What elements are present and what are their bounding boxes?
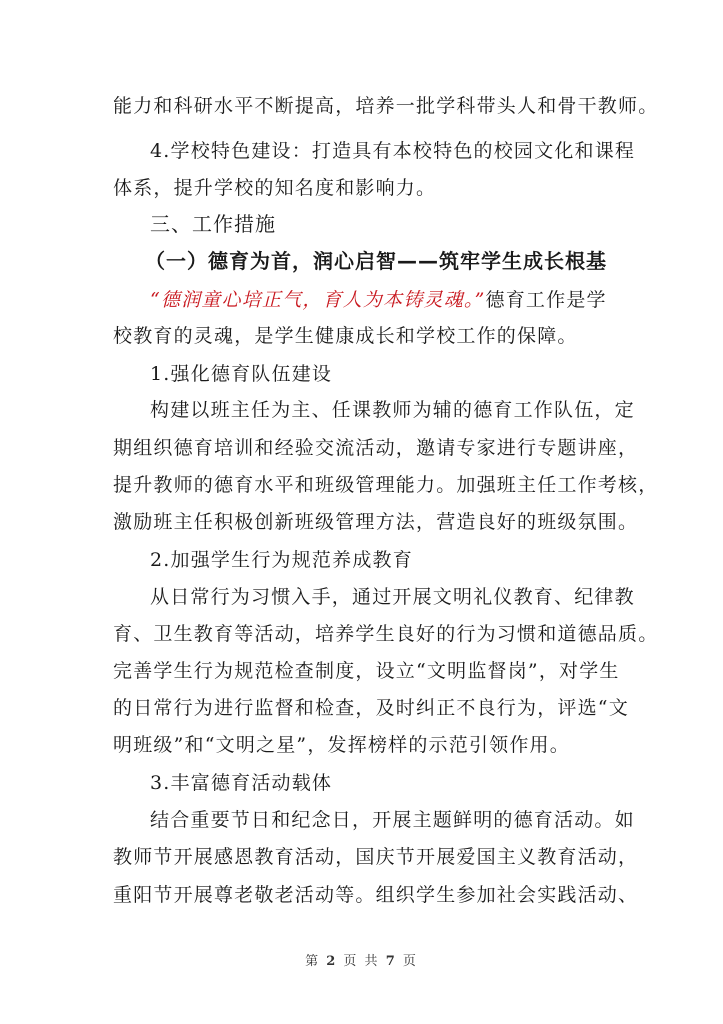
quote-continuation: 德育工作是学 bbox=[485, 289, 607, 311]
paragraph-line: 提升教师的德育水平和班级管理能力。加强班主任工作考核， bbox=[113, 474, 659, 496]
footer-suffix: 页 bbox=[402, 954, 418, 969]
section-heading: 三、工作措施 bbox=[150, 212, 276, 236]
subsection-heading: （一）德育为首，润心启智——筑牢学生成长根基 bbox=[145, 249, 607, 273]
paragraph-line: 激励班主任积极创新班级管理方法，营造良好的班级氛围。 bbox=[113, 511, 639, 533]
paragraph-line: 能力和科研水平不断提高，培养一批学科带头人和骨干教师。 bbox=[113, 95, 659, 117]
list-item-heading: 1.强化德育队伍建设 bbox=[150, 363, 333, 385]
list-item-heading: 3.丰富德育活动载体 bbox=[150, 772, 333, 794]
current-page-number: 2 bbox=[326, 954, 338, 969]
paragraph-line: 教师节开展感恩教育活动，国庆节开展爱国主义教育活动， bbox=[113, 846, 639, 868]
red-quote: “德润童心培正气，育人为本铸灵魂。” bbox=[150, 289, 486, 311]
paragraph-line: 育、卫生教育等活动，培养学生良好的行为习惯和道德品质。 bbox=[113, 623, 659, 645]
paragraph-line: 重阳节开展尊老敬老活动等。组织学生参加社会实践活动、 bbox=[113, 884, 639, 906]
quote-line bbox=[150, 288, 607, 312]
paragraph-line: 的日常行为进行监督和检查，及时纠正不良行为，评选“文 bbox=[113, 697, 629, 719]
paragraph-line: 明班级”和“文明之星”，发挥榜样的示范引领作用。 bbox=[113, 734, 570, 756]
paragraph-line: 完善学生行为规范检查制度，设立“文明监督岗”，对学生 bbox=[113, 660, 620, 682]
paragraph-line: 结合重要节日和纪念日，开展主题鲜明的德育活动。如 bbox=[150, 809, 635, 831]
paragraph-line: 体系，提升学校的知名度和影响力。 bbox=[113, 177, 437, 199]
paragraph-line: 校教育的灵魂，是学生健康成长和学校工作的保障。 bbox=[113, 325, 578, 347]
list-item-heading: 2.加强学生行为规范养成教育 bbox=[150, 549, 413, 571]
paragraph-line: 期组织德育培训和经验交流活动，邀请专家进行专题讲座， bbox=[113, 437, 639, 459]
paragraph-line: 构建以班主任为主、任课教师为辅的德育工作队伍，定 bbox=[150, 399, 635, 421]
total-pages: 7 bbox=[385, 954, 397, 969]
footer-middle: 页 共 bbox=[343, 954, 380, 969]
page-footer bbox=[0, 950, 723, 969]
list-item-heading: 4.学校特色建设：打造具有本校特色的校园文化和课程 bbox=[150, 140, 636, 162]
paragraph-line: 从日常行为习惯入手，通过开展文明礼仪教育、纪律教 bbox=[150, 586, 635, 608]
footer-prefix: 第 bbox=[305, 954, 321, 969]
